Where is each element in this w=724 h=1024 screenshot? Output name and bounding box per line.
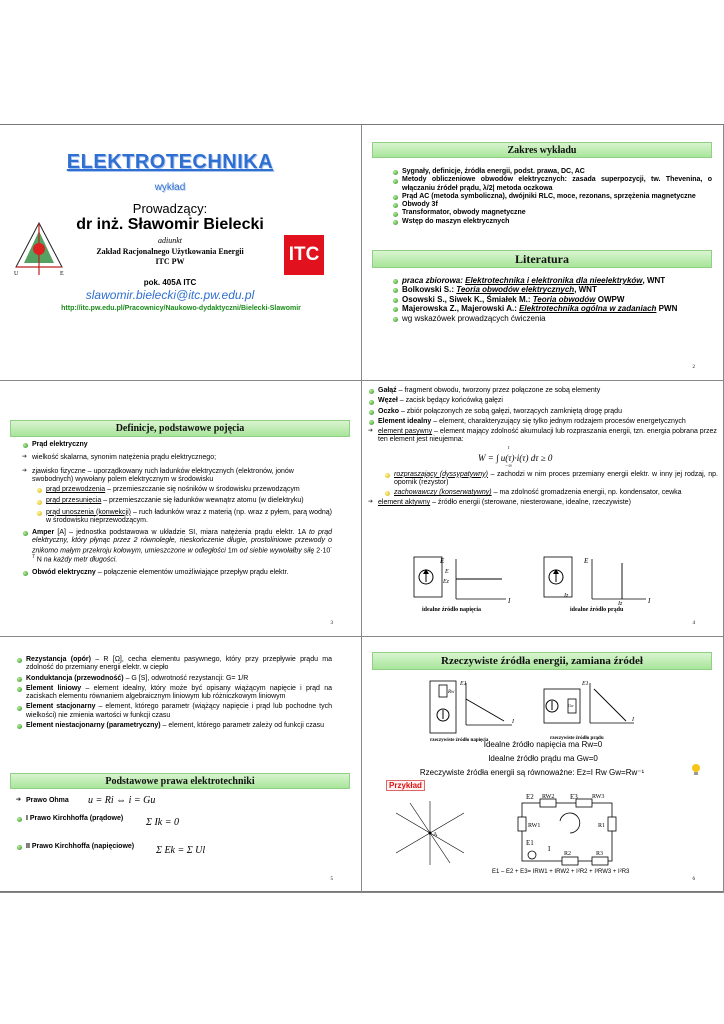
svg-text:R3: R3 (596, 851, 604, 857)
literature-header: Literatura (372, 250, 712, 268)
svg-text:I: I (508, 597, 511, 605)
slide-definitions (0, 381, 362, 637)
svg-text:U: U (14, 271, 19, 277)
def-branch: Gałąź – fragment obwodu, tworzony przez połączone ze sobą elementy (368, 387, 718, 395)
slide-elements (362, 381, 724, 637)
svg-text:E: E (60, 271, 64, 277)
itc-logo: ITC (284, 235, 324, 275)
kvl-example-equation: E1 – E2 + E3= IRW1 + IRW2 + I²R2 + I³RW3 + I²R3 (492, 869, 630, 875)
handout-sheet (0, 124, 724, 892)
element-definitions (16, 656, 332, 730)
page-number: 2 (692, 365, 695, 370)
page-number: 5 (330, 877, 333, 882)
definitions-body (22, 441, 332, 577)
kirchhoff-current-law: I Prawo Kirchhoffa (prądowe) (16, 815, 166, 843)
svg-text:R2: R2 (564, 851, 572, 857)
definitions-header: Definicje, podstawowe pojęcia (10, 420, 350, 437)
svg-text:E1: E1 (582, 681, 589, 687)
slide-laws (0, 637, 362, 893)
def-nonstationary-element: Element niestacjonarny (parametryczny) – element, którego parametr zależy od funkcji czasu (16, 722, 332, 730)
ideal-voltage-note: Idealne źródło napięcia ma Rw=0 (483, 740, 603, 749)
svg-text:I: I (648, 597, 651, 605)
convection-current: prąd unoszenia (konwekcji) – ruch ładunków wraz z materią (np. wraz z pyłem, parą wodną) w środowisku nieprzewodzącym. (36, 509, 332, 526)
def-stationary-element: Element stacjonarny – element, którego parametr (wiążący napięcie i prąd lub pochodne tych wielkości) nie zmienia wartości w funkcji czasu (16, 703, 332, 720)
def-conductance: Konduktancja (przewodność) – G [S], odwrotność rezystancji: G= 1/R (16, 675, 332, 683)
svg-text:rzeczywiste źródło prądu: rzeczywiste źródło prądu (550, 736, 604, 741)
example-circuit (512, 793, 622, 867)
svg-text:E: E (584, 557, 589, 565)
laws-header: Podstawowe prawa elektrotechniki (10, 773, 350, 789)
slide-subtitle: wykład (154, 182, 186, 193)
svg-text:I: I (548, 845, 551, 853)
page-number: 4 (692, 621, 695, 626)
slide-scope (362, 125, 724, 381)
literature-list (392, 276, 692, 323)
def-passive-element: ➔ element pasywny – element mający zdolność akumulacji lub rozpraszania energii, tzn. energia pobrana przez ten element jest nieujemna: (368, 428, 718, 445)
equivalence-note: Rzeczywiste źródła energii są równoważne: Ez=I Rw Gw=Rw⁻¹ (419, 768, 645, 777)
circuit-definition: Obwód elektryczny – połączenie elementów umożliwiające przepływ prądu elektr. (22, 569, 332, 577)
svg-text:R1: R1 (598, 823, 606, 829)
kvl-equation: Σ Ek = Σ Ul (156, 845, 206, 856)
node-diagram (390, 799, 470, 867)
def-ideal-element: Element idealny – element, charakteryzujący się tylko jednym rodzajem procesów energetycznych (368, 418, 718, 426)
scope-header: Zakres wykładu (372, 142, 712, 158)
svg-text:E: E (445, 569, 449, 575)
svg-text:E1: E1 (460, 681, 467, 687)
real-sources-header: Rzeczywiste źródła energii, zamiana źródeł (372, 652, 712, 670)
room: pok. 405A ITC (143, 278, 197, 287)
kcl-equation: Σ Ik = 0 (146, 817, 179, 828)
svg-text:RW1: RW1 (528, 823, 541, 829)
svg-text:E2: E2 (526, 793, 534, 801)
lecturer-name: dr inż. Sławomir Bielecki (76, 216, 264, 233)
svg-text:A: A (433, 832, 438, 838)
def-phenomenon: ➔ zjawisko fizyczne – uporządkowany ruch ładunków elektrycznych (elektronów, jonów swobodnych) wywołany polem elektrycznym w środowisku (22, 468, 332, 485)
svg-text:Iz: Iz (564, 593, 569, 599)
lecturer-label: Prowadzący: (132, 201, 208, 216)
svg-text:E1: E1 (526, 839, 534, 847)
svg-text:rzeczywiste źródło napięcia: rzeczywiste źródło napięcia (430, 738, 489, 743)
literature-item: Majerowska Z., Majerowski A.: Elektrotechnika ogólna w zadaniach PWN (392, 304, 692, 313)
svg-text:E: E (440, 557, 445, 565)
current-heading: Prąd elektryczny (22, 441, 332, 449)
homepage-link[interactable]: http://itc.pw.edu.pl/Pracownicy/Naukowo-dydaktyczni/Bielecki-Slawomir (61, 305, 301, 312)
svg-text:Iz: Iz (618, 601, 623, 607)
slide-real-sources (362, 637, 724, 893)
scope-item: Sygnały, definicje, źródła energii, podst. prawa, DC, AC (392, 168, 712, 176)
svg-text:I: I (512, 719, 514, 725)
svg-text:RW2: RW2 (542, 794, 555, 800)
svg-text:I: I (632, 717, 634, 723)
slide-title-text: ELEKTROTECHNIKA (66, 151, 274, 173)
scope-item: Metody obliczeniowe obwodów elektrycznych: zasada superpozycji, tw. Thevenina, o włączaniu źródeł prądu, λ/2| metoda oczkowa (392, 176, 712, 193)
department: Zakład Racjonalnego Użytkowania Energii (96, 247, 244, 256)
def-node: Węzeł – zacisk będący końcówką gałęzi (368, 397, 718, 405)
literature-item: Bolkowski S.: Teoria obwodów elektrycznych, WNT (392, 285, 692, 294)
page-number: 3 (330, 621, 333, 626)
conservative-element: zachowawczy (konserwatywny) – ma zdolność gromadzenia energii, np. kondensator, cewka (384, 489, 718, 497)
ideal-voltage-source-diagram (412, 553, 522, 613)
real-voltage-source-diagram (428, 677, 518, 743)
def-loop: Oczko – zbiór połączonych ze sobą gałęzi, tworzących zamkniętą drogę prądu (368, 408, 718, 416)
ampere-definition: Amper [A] – jednostka podstawowa w układzie SI, miara natężenia prądu elektr. 1A to prąd elektryczny, który płynąc przez 2 równoległe, nieskończenie długie, prostoliniowe przewody o znikomo małym przekroju kołowym, umieszczone w odległości 1m od siebie wywołałby siłę $2\cdot 10^{-7}$ N na każdy metr długości. (22, 529, 332, 565)
def-scalar: ➔ wielkość skalarna, synonim natężenia prądu elektrycznego; (22, 454, 332, 462)
slide-title (0, 125, 362, 381)
svg-text:RW3: RW3 (592, 794, 605, 800)
title-banner (7, 149, 333, 198)
literature-item: wg wskazówek prowadzących ćwiczenia (392, 314, 692, 323)
literature-item: praca zbiorowa: Elektrotechnika i elektronika dla nieelektryków, WNT (392, 276, 692, 285)
kirchhoff-voltage-law: II Prawo Kirchhoffa (napięciowe) (16, 843, 166, 851)
ohm-law: ➔ Prawo Ohma (16, 797, 166, 815)
def-resistance: Rezystancja (opór) – R [Ω], cecha elementu pasywnego, który przy przepływie prądu ma zdolność do przemiany energii elektr. w ciepło (16, 656, 332, 673)
example-label: Przykład (386, 780, 425, 791)
svg-text:idealne źródło napięcia: idealne źródło napięcia (422, 607, 481, 613)
def-active-element: ➔ element aktywny – źródło energii (sterowane, niesterowane, idealne, rzeczywiste) (368, 499, 718, 507)
email-link[interactable]: slawomir.bielecki@itc.pw.edu.pl (85, 288, 255, 302)
svg-text:Gw: Gw (568, 703, 574, 708)
conduction-current: prąd przewodzenia – przemieszczanie się nośników w środowisku przewodzącym (36, 486, 332, 494)
energy-equation: W = ∫ u(τ)·i(τ) dτ ≥ 0 t −∞ (478, 445, 553, 469)
ideal-current-source-diagram (542, 553, 662, 613)
displacement-current: prąd przesunięcia – przemieszczanie się ładunków wewnątrz atomu (w dielektryku) (36, 497, 332, 505)
real-current-source-diagram (538, 677, 638, 743)
svg-text:Rw: Rw (448, 690, 455, 695)
lightbulb-icon (690, 763, 702, 777)
scope-item: Transformator, obwody magnetyczne (392, 209, 712, 217)
dissipative-element: rozpraszający (dyssypatywny) – zachodzi w nim proces przemiany energii elektr. w inny jej rodzaj, np. opornik (rezystor) (384, 471, 718, 488)
svg-text:E3: E3 (570, 793, 578, 801)
ohm-equation: u = Ri ⇔ i = Gu (88, 795, 156, 806)
institute: ITC PW (155, 257, 185, 266)
scope-list (392, 168, 712, 226)
lecturer-position: adiunkt (158, 236, 182, 245)
ideal-current-note: Idealne źródło prądu ma Gw=0 (488, 754, 598, 763)
svg-text:idealne źródło prądu: idealne źródło prądu (570, 607, 624, 613)
def-linear-element: Element liniowy – element idealny, który może być opisany wiążącym napięcie i prąd na zaciskach elementu równaniem algebraicznym liniowym lub różniczkowym liniowym (16, 685, 332, 702)
scope-item: Wstęp do maszyn elektrycznych (392, 218, 712, 226)
scope-item: Prąd AC (metoda symboliczna), dwójniki RLC, moce, rezonans, sprzężenia magnetyczne (392, 193, 712, 201)
elements-body (368, 387, 718, 508)
page-number: 6 (692, 877, 695, 882)
scope-item: Obwody 3f (392, 201, 712, 209)
svg-text:Ez: Ez (443, 579, 449, 585)
literature-item: Osowski S., Siwek K., Śmiałek M.: Teoria obwodów OWPW (392, 295, 692, 304)
